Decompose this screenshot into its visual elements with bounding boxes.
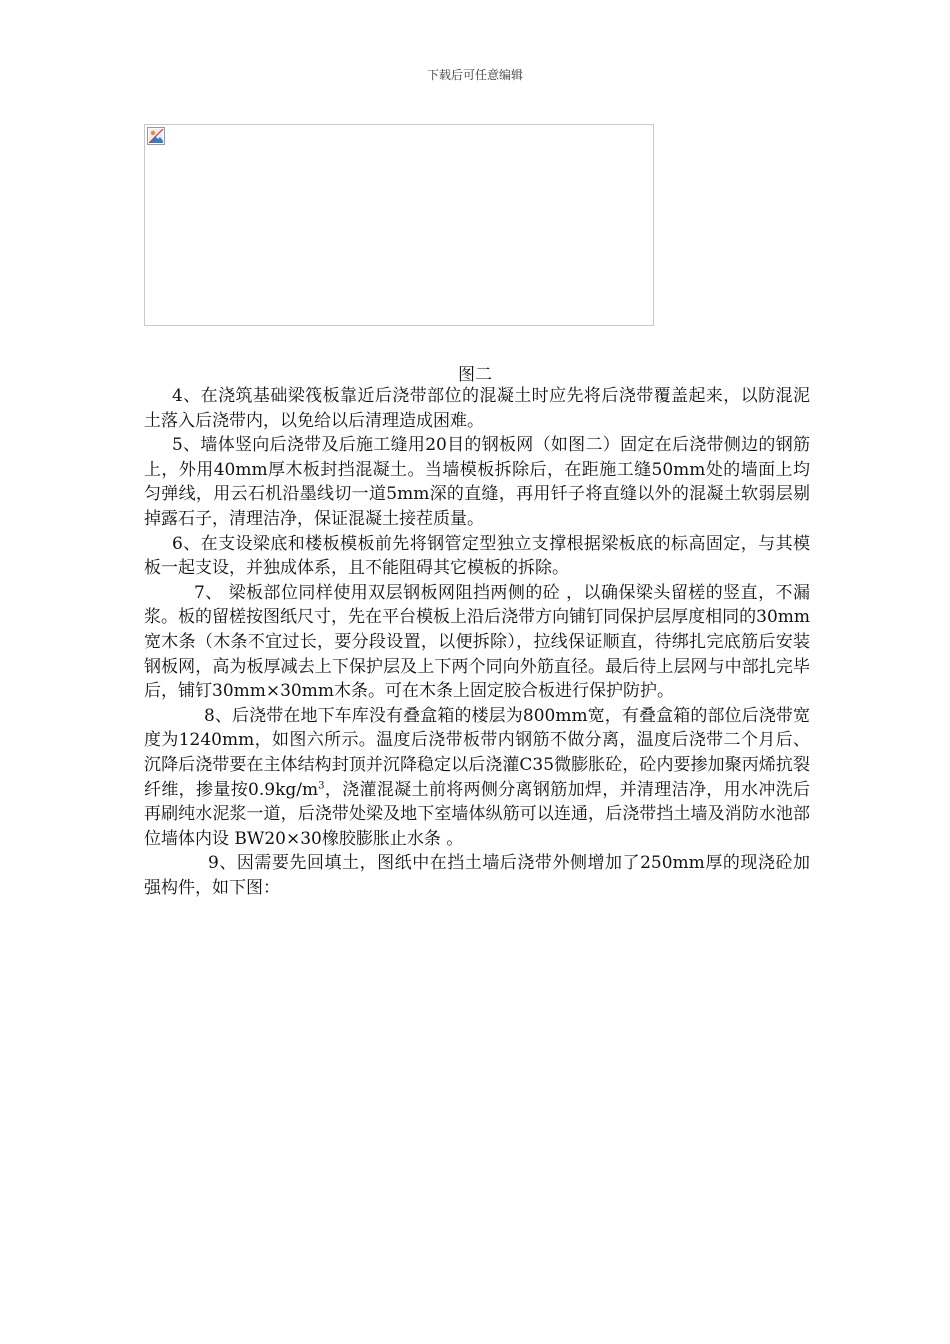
broken-image-icon	[147, 127, 165, 145]
document-body	[144, 384, 810, 900]
superscript-3: 3	[318, 779, 325, 791]
paragraph-5: 5、墙体竖向后浇带及后施工缝用20目的钢板网（如图二）固定在后浇带侧边的钢筋上，外用40mm厚木板封挡混凝土。当墙模板拆除后，在距施工缝50mm处的墙面上均匀弹线，用云石机沿墨线切一道5mm深的直缝，再用钎子将直缝以外的混凝土软弱层剔掉露石子，清理洁净，保证混凝土接茬质量。	[144, 435, 810, 529]
paragraph-6: 6、在支设梁底和楼板模板前先将钢管定型独立支撑根据梁板底的标高固定，与其模板一起支设，并独成体系，且不能阻碍其它模板的拆除。	[144, 533, 810, 579]
paragraph-8-part-2: ，浇灌混凝土前将两侧分离钢筋加焊，并清理洁净，用水冲洗后再刷纯水泥浆一道，后浇带处梁及地下室墙体纵筋可以连通，后浇带挡土墙及消防水池部位墙体内设 BW20×30橡胶膨胀止水条 。	[144, 779, 810, 849]
page-header: 下载后可任意编辑	[426, 68, 523, 82]
figure-caption: 图二	[458, 365, 492, 385]
paragraph-4: 4、在浇筑基础梁筏板靠近后浇带部位的混凝土时应先将后浇带覆盖起来，以防混泥土落入后浇带内，以免给以后清理造成困难。	[144, 386, 810, 431]
figure-image-placeholder	[144, 124, 654, 326]
paragraph-7: 7、 梁板部位同样使用双层钢板网阻挡两侧的砼 ，以确保梁头留槎的竖直，不漏浆。板的留槎按图纸尺寸，先在平台模板上沿后浇带方向铺钉同保护层厚度相同的30mm宽木条（木条不宜过长，要分段设置，以便拆除），拉线保证顺直，待绑扎完底筋后安装钢板网，高为板厚减去上下保护层及上下两个同向外筋直径。最后待上层网与中部扎完毕后，铺钉30mm×30mm木条。可在木条上固定胶合板进行保护防护。	[144, 582, 810, 702]
paragraph-8	[144, 704, 810, 852]
paragraph-8-part-1: 8、后浇带在地下车库没有叠盒箱的楼层为800mm宽，有叠盒箱的部位后浇带宽度为1240mm，如图六所示。温度后浇带板带内钢筋不做分离，温度后浇带二个月后、沉降后浇带要在主体结构封顶并沉降稳定以后浇灌C35微膨胀砼，砼内要掺加聚丙烯抗裂纤维，掺量按0.9kg/m	[144, 705, 810, 800]
paragraph-9: 9、因需要先回填土，图纸中在挡土墙后浇带外侧增加了250mm厚的现浇砼加强构件，如下图：	[144, 853, 810, 898]
